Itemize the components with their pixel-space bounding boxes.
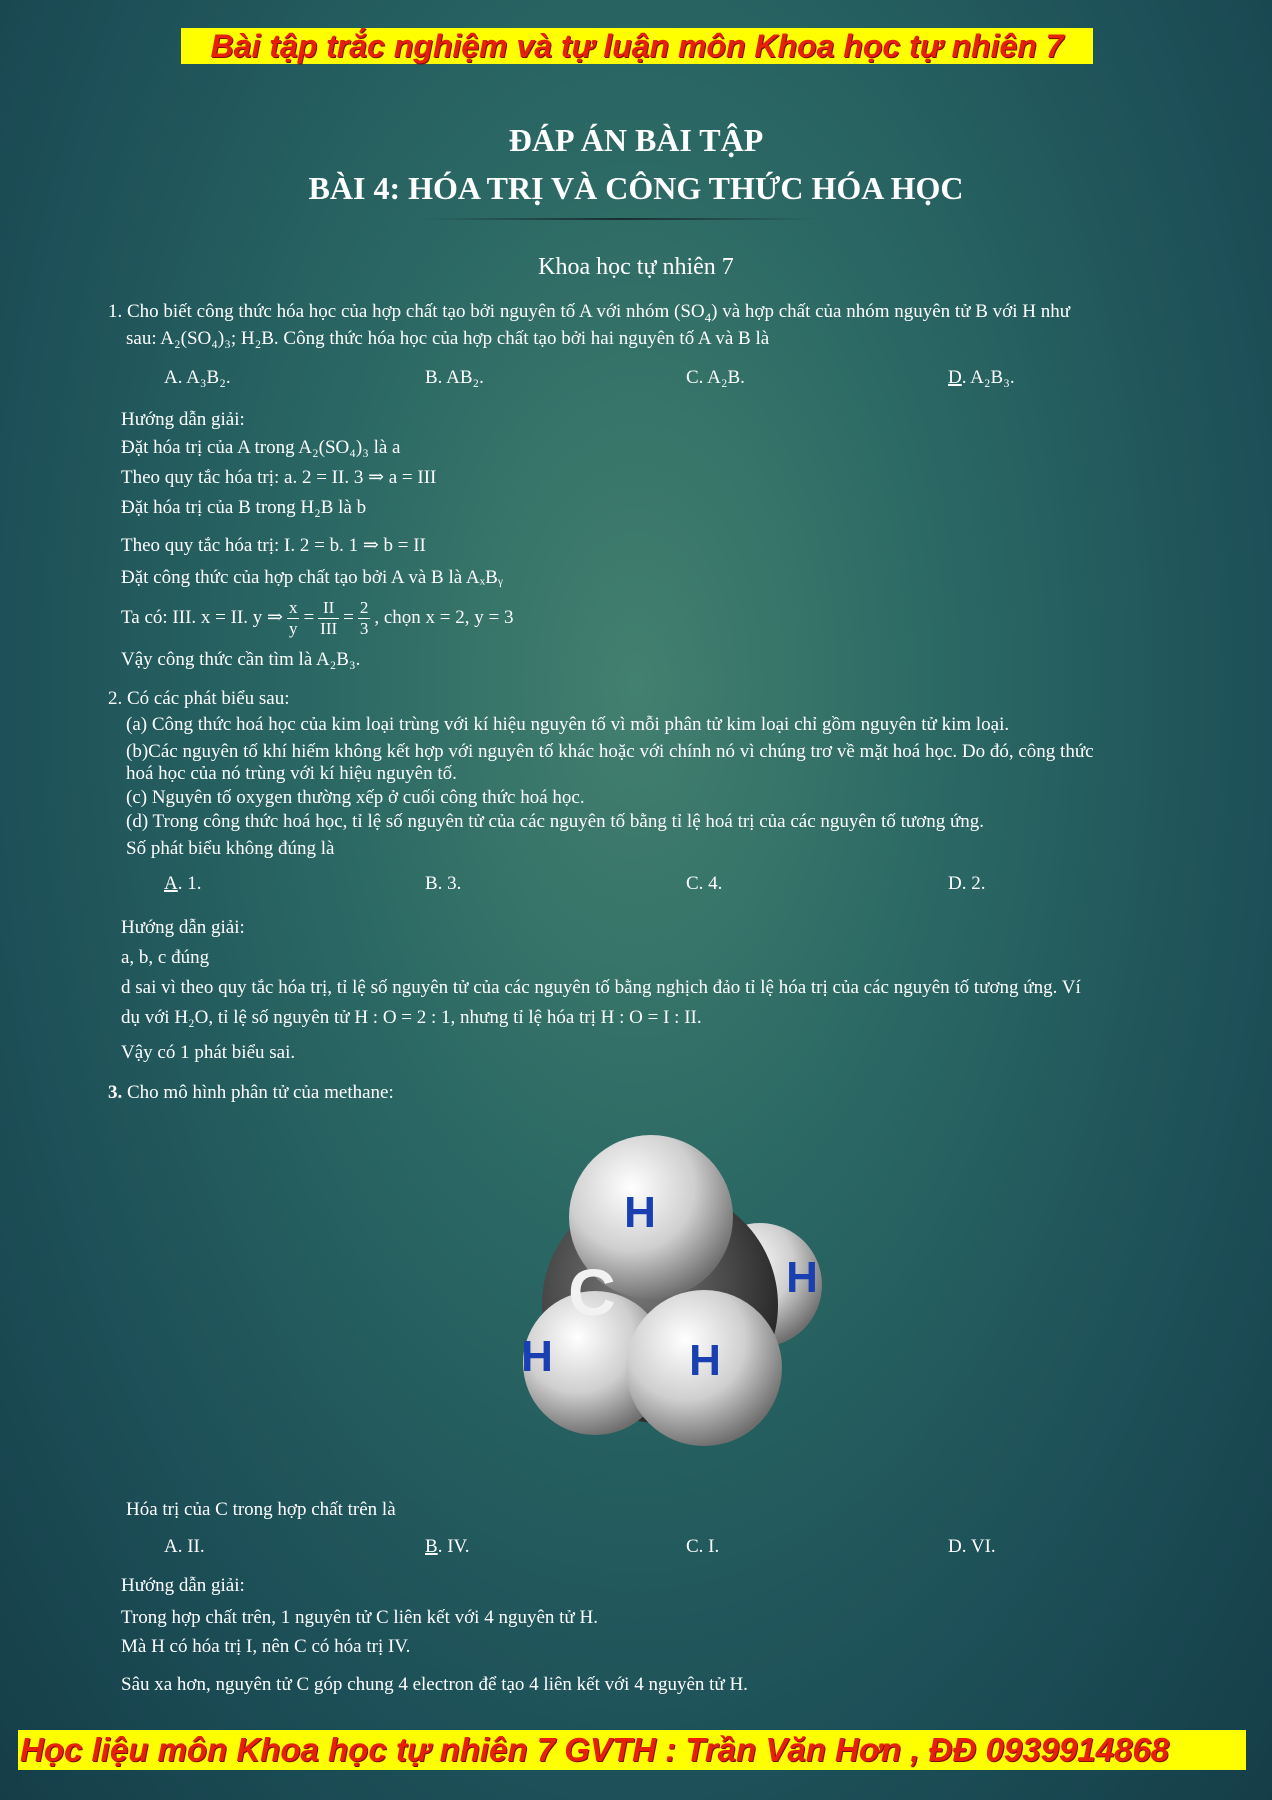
- q1-guide-line: Đặt hóa trị của B trong H₂B là b: [121, 497, 367, 518]
- q1-guide-line: Đặt công thức của hợp chất tạo bởi A và B là AₓBᵧ: [121, 567, 503, 588]
- q3-option-a: A. II.: [164, 1536, 205, 1557]
- q2-statement: (b)Các nguyên tố khí hiếm không kết hợp với nguyên tố khác hoặc với chính nó vì chúng trơ về mặt hoá học. Do đó, công thức: [126, 741, 1094, 762]
- hydrogen-label: H: [786, 1253, 818, 1302]
- q3-option-c: C. I.: [686, 1536, 720, 1557]
- q2-guide-line: d sai vì theo quy tắc hóa trị, tỉ lệ số nguyên tử của các nguyên tố bằng nghịch đảo tỉ lệ hóa trị của các nguyên tố tương ứng. Ví: [121, 977, 1081, 998]
- q2-statement: (c) Nguyên tố oxygen thường xếp ở cuối công thức hoá học.: [126, 787, 585, 808]
- q1-ratio-line: Ta có: III. x = II. y ⇒ $\frac{x}{y}$ = $\frac{II}{\text{III}}$ = $\frac{2}{3}$ , chọn x = 2, y = 3: [121, 598, 514, 638]
- q3-guide-line: Trong hợp chất trên, 1 nguyên tử C liên kết với 4 nguyên tử H.: [121, 1607, 598, 1628]
- q2-option-d: D. 2.: [948, 873, 986, 894]
- q1-option-c: C. A₂B.: [686, 367, 745, 388]
- q3-option-b-answer: B. IV.: [425, 1536, 470, 1557]
- q2-guide-line: Vậy có 1 phát biểu sai.: [121, 1042, 296, 1063]
- q1-conclusion: Vậy công thức cần tìm là A₂B₃.: [121, 649, 361, 670]
- fraction: $\frac{x}{y}$: [288, 598, 298, 638]
- fraction: $\frac{2}{3}$: [359, 598, 369, 638]
- subject-heading: Khoa học tự nhiên 7: [538, 254, 734, 280]
- hydrogen-label: H: [521, 1332, 553, 1381]
- page-title: ĐÁP ÁN BÀI TẬP: [508, 122, 764, 158]
- footer-banner: Học liệu môn Khoa học tự nhiên 7 GVTH : Trần Văn Hơn , ĐĐ 0939914868: [18, 1730, 1246, 1770]
- q2-guide-line: a, b, c đúng: [121, 947, 210, 968]
- header-banner: Bài tập trắc nghiệm và tự luận môn Khoa học tự nhiên 7: [181, 28, 1093, 64]
- q1-guide-line: Đặt hóa trị của A trong A₂(SO₄)₃ là a: [121, 437, 401, 458]
- q2-guide-line: dụ với H₂O, tỉ lệ số nguyên tử H : O = 2 : 1, nhưng tỉ lệ hóa trị H : O = I : II.: [121, 1007, 702, 1028]
- q1-option-a: A. A₃B₂.: [164, 367, 231, 388]
- q1-option-b: B. AB₂.: [425, 367, 484, 388]
- question-3-intro: 3. Cho mô hình phân tử của methane:: [108, 1082, 394, 1103]
- q2-statement: hoá học của nó trùng với kí hiệu nguyên tố.: [126, 763, 457, 784]
- title-divider: [420, 218, 820, 220]
- q1-guide-line: Theo quy tắc hóa trị: I. 2 = b. 1 ⇒ b = II: [121, 535, 426, 556]
- q2-guide-title: Hướng dẫn giải:: [121, 917, 245, 938]
- q3-question: Hóa trị của C trong hợp chất trên là: [126, 1499, 396, 1520]
- methane-model: [495, 1135, 835, 1465]
- q2-option-a-answer: A. 1.: [164, 873, 202, 894]
- question-2-intro: 2. Có các phát biểu sau:: [108, 688, 290, 709]
- question-1-line-2: sau: A₂(SO₄)₃; H₂B. Công thức hóa học của hợp chất tạo bởi hai nguyên tố A và B là: [126, 328, 770, 349]
- q1-guide-line: Theo quy tắc hóa trị: a. 2 = II. 3 ⇒ a = III: [121, 467, 437, 488]
- q2-statement: (a) Công thức hoá học của kim loại trùng với kí hiệu nguyên tố vì mỗi phân tử kim loại chỉ gồm nguyên tử kim loại.: [126, 714, 1010, 735]
- q2-option-b: B. 3.: [425, 873, 462, 894]
- fraction: $\frac{II}{\text{III}}$: [320, 598, 338, 638]
- q3-option-d: D. VI.: [948, 1536, 996, 1557]
- q2-option-c: C. 4.: [686, 873, 723, 894]
- q3-guide-line: Sâu xa hơn, nguyên tử C góp chung 4 electron để tạo 4 liên kết với 4 nguyên tử H.: [121, 1674, 748, 1695]
- q1-option-d-answer: D. A₂B₃.: [948, 367, 1015, 388]
- q2-question: Số phát biểu không đúng là: [126, 838, 335, 859]
- q1-guide-title: Hướng dẫn giải:: [121, 409, 245, 430]
- lesson-title: BÀI 4: HÓA TRỊ VÀ CÔNG THỨC HÓA HỌC: [308, 170, 964, 206]
- q3-guide-line: Mà H có hóa trị I, nên C có hóa trị IV.: [121, 1636, 411, 1657]
- question-1-line-1: 1. Cho biết công thức hóa học của hợp chất tạo bởi nguyên tố A với nhóm $(SO_4)$ và hợp chất của nhóm nguyên tử B với H như: [108, 301, 1071, 325]
- q3-guide-title: Hướng dẫn giải:: [121, 1575, 245, 1596]
- q2-statement: (d) Trong công thức hoá học, tỉ lệ số nguyên tử của các nguyên tố bằng tỉ lệ hoá trị của các nguyên tố tương ứng.: [126, 811, 985, 832]
- hydrogen-label: H: [689, 1336, 721, 1385]
- carbon-label: C: [568, 1255, 616, 1329]
- hydrogen-label: H: [624, 1188, 656, 1237]
